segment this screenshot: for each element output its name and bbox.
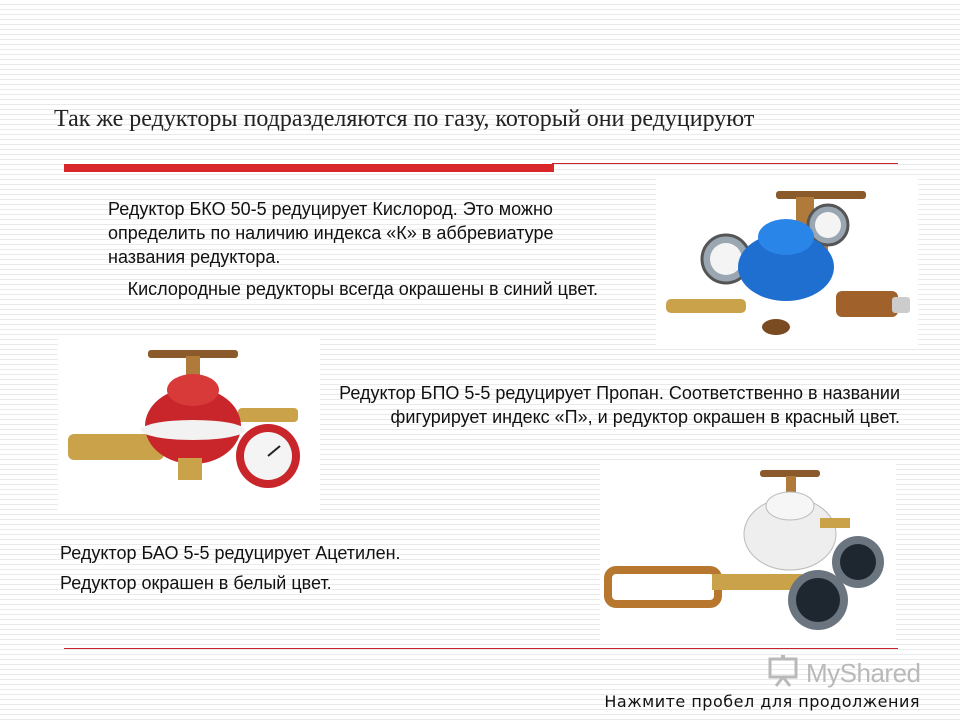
acetylene-color-note: Редуктор окрашен в белый цвет. — [60, 573, 332, 593]
slide-title: Так же редукторы подразделяются по газу, который они редуцируют — [54, 106, 755, 132]
propane-text-block: Редуктор БПО 5-5 редуцирует Пропан. Соответственно в названии фигурирует индекс «П», и редуктор окрашен в красный цвет. — [339, 383, 900, 427]
logo-text: MyShared — [806, 657, 921, 688]
bottom-rule — [64, 648, 898, 649]
accent-rule-thick — [64, 164, 554, 172]
acetylene-regulator-image — [600, 462, 896, 642]
acetylene-description: Редуктор БАО 5-5 редуцирует Ацетилен. — [60, 543, 401, 563]
oxygen-text-block — [60, 197, 598, 301]
myshared-logo — [766, 656, 926, 690]
oxygen-color-note: Кислородные редукторы всегда окрашены в синий цвет. — [127, 279, 598, 299]
accent-rule-thin — [552, 163, 898, 164]
presentation-icon — [766, 655, 800, 692]
continue-hint: Нажмите пробел для продолжения — [604, 692, 920, 711]
propane-regulator-image — [58, 338, 320, 510]
oxygen-regulator-image — [656, 179, 918, 346]
acetylene-text-block — [60, 538, 590, 598]
oxygen-description: Редуктор БКО 50-5 редуцирует Кислород. Это можно определить по наличию индекса «К» в аббревиатуре названия редуктора. — [108, 199, 554, 267]
